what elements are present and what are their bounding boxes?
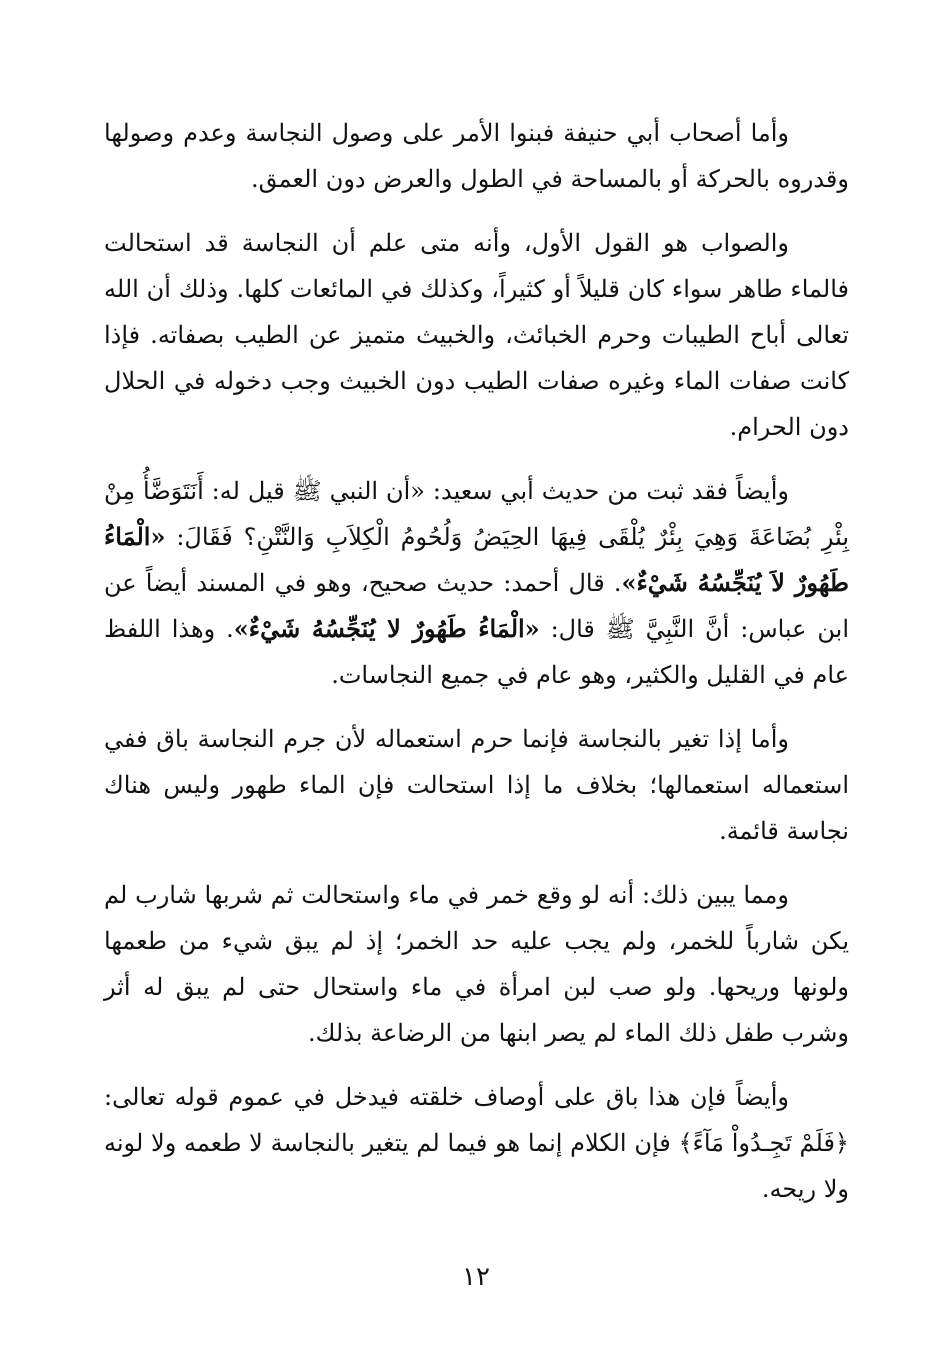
page-number: ١٢ xyxy=(462,1262,490,1292)
paragraph-2 xyxy=(104,220,849,450)
paragraph-1 xyxy=(104,110,849,202)
text-segment: ومما يبين ذلك: أنه لو وقع خمر في ماء واستحالت ثم شربها شارب لم يكن شارباً للخمر، ولم يجب عليه حد الخمر؛ إذ لم يبق شيء من طعمها ولونها وريحها. ولو صب لبن امرأة في ماء واستحال حتى لم يبق له أثر وشرب طفل ذلك الماء لم يصر ابنها من الرضاعة بذلك. xyxy=(104,881,849,1047)
paragraph-4 xyxy=(104,716,849,854)
text-segment: وأما إذا تغير بالنجاسة فإنما حرم استعماله لأن جرم النجاسة باق ففي استعماله استعمالها؛ بخلاف ما إذا استحالت فإن الماء طهور وليس هناك نجاسة قائمة. xyxy=(104,725,849,845)
paragraph-3 xyxy=(104,468,849,698)
body-text xyxy=(104,110,849,1230)
text-segment: وأما أصحاب أبي حنيفة فبنوا الأمر على وصول النجاسة وعدم وصولها وقدروه بالحركة أو بالمساحة في الطول والعرض دون العمق. xyxy=(104,119,849,193)
paragraph-6 xyxy=(104,1074,849,1212)
paragraph-5 xyxy=(104,872,849,1056)
text-segment: وأيضاً فإن هذا باق على أوصاف خلقته فيدخل في عموم قوله تعالى: xyxy=(104,1083,789,1111)
text-segment: وأيضاً فقد ثبت من حديث أبي سعيد: «أن النبي ﷺ قيل له: أَنَتَوَضَّأُ مِنْ بِئْرِ بُضَاعَةَ وَهِيَ بِئْرٌ يُلْقَى فِيهَا الحِيَضُ وَلُحُومُ الْكِلاَبِ وَالنَّتْنِ؟ فَقَالَ: xyxy=(104,477,849,551)
hadith-quote: «الْمَاءُ طَهُورٌ لاَ يُنَجِّسُهُ شَيْءٌ» xyxy=(104,522,849,597)
text-segment: . وهذا اللفظ عام في القليل والكثير، وهو عام في جميع النجاسات. xyxy=(104,615,849,689)
hadith-quote: «الْمَاءُ طَهُورٌ لا يُنَجِّسُهُ شَيْءٌ» xyxy=(233,614,540,643)
text-segment: ﴿فَلَمْ تَجِـدُواْ مَآءً﴾ xyxy=(678,1129,849,1157)
text-segment: . قال أحمد: حديث صحيح، وهو في المسند أيضاً عن ابن عباس: أنَّ النَّبِيَّ ﷺ قال: xyxy=(104,569,850,643)
text-segment: فإن الكلام إنما هو فيما لم يتغير بالنجاسة لا طعمه ولا لونه ولا ريحه. xyxy=(104,1129,849,1203)
text-segment: والصواب هو القول الأول، وأنه متى علم أن النجاسة قد استحالت فالماء طاهر سواء كان قليلاً أو كثيراً، وكذلك في المائعات كلها. وذلك أن الله تعالى أباح الطيبات وحرم الخبائث، والخبيث متميز عن الطيب بصفاته. فإذا كانت صفات الماء وغيره صفات الطيب دون الخبيث وجب دخوله في الحلال دون الحرام. xyxy=(104,229,849,441)
